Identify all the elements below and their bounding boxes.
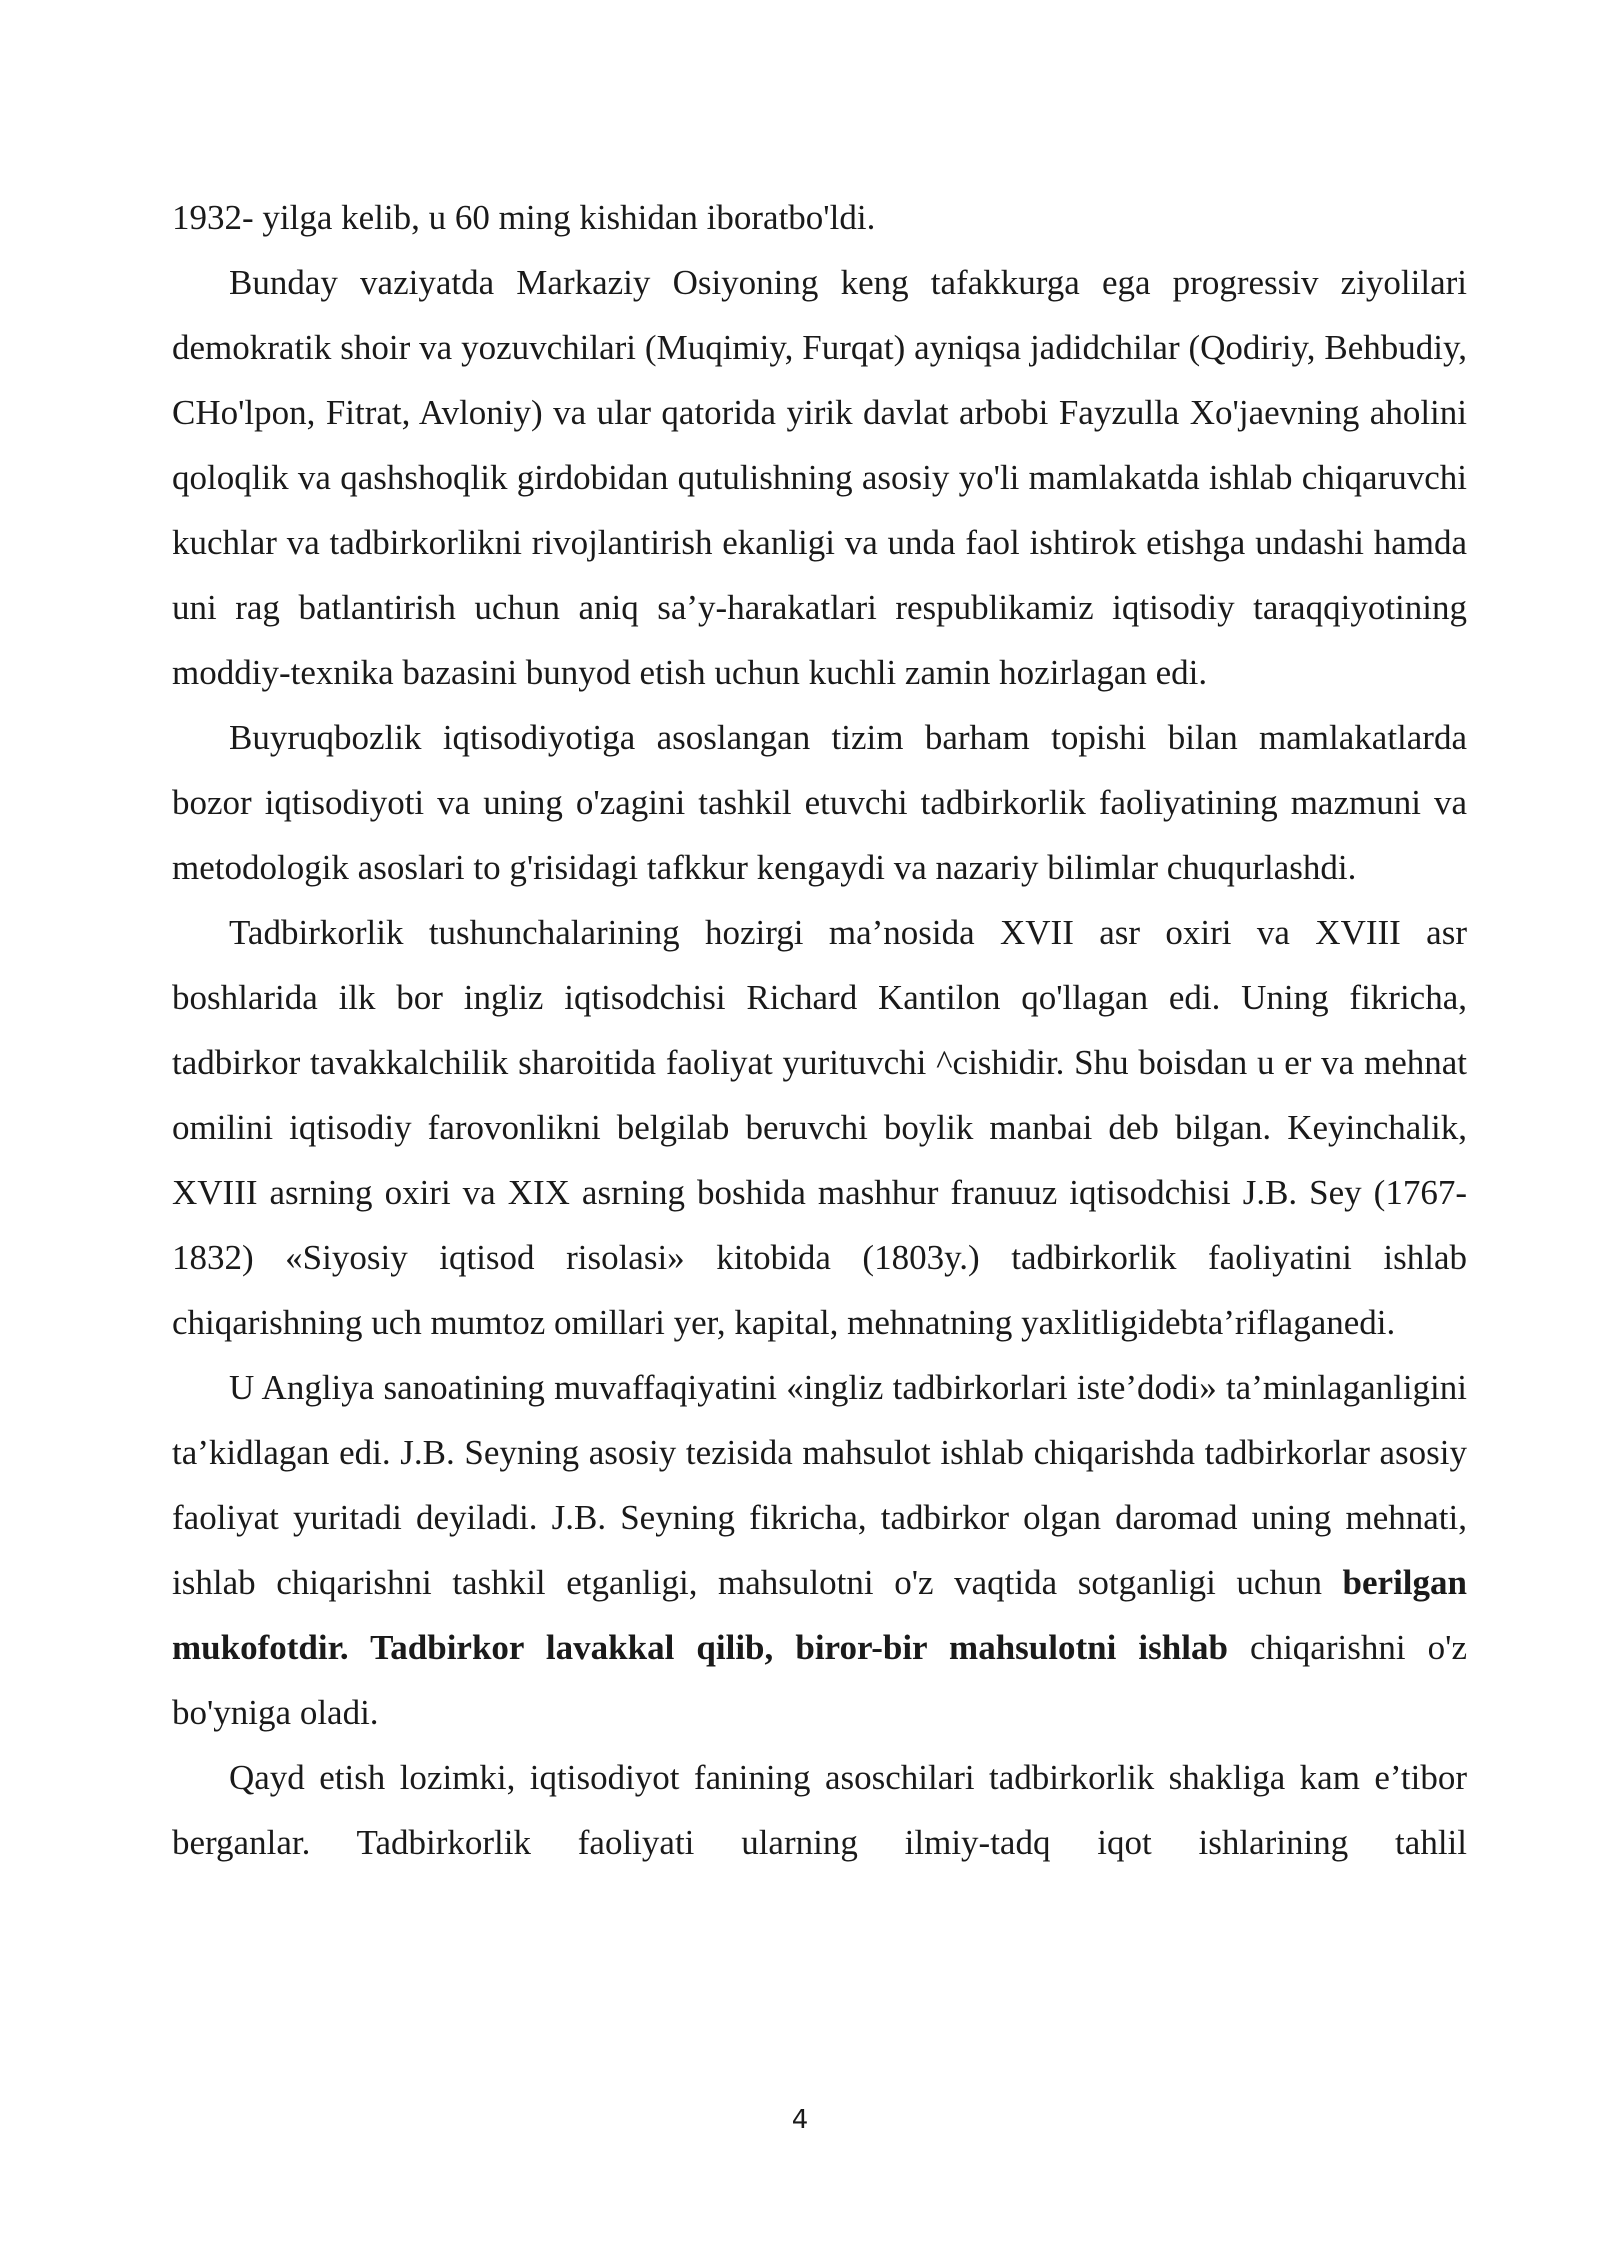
paragraph-6: Qayd etish lozimki, iqtisodiyot fanining asoschilari tadbirkorlik shakliga kam e’tibor berganlar. Tadbirkorlik faoliyati ularning ilmiy-tadq iqot ishlarining tahlil (172, 1758, 1467, 1862)
paragraph-1: 1932- yilga kelib, u 60 ming kishidan iboratbo'ldi. (172, 198, 876, 237)
document-body (172, 185, 1467, 1875)
paragraph-4: Tadbirkorlik tushunchalarining hozirgi ma’nosida XVII asr oxiri va XVIII asr boshlarida ilk bor ingliz iqtisodchisi Richard Kantilon qo'llagan edi. Uning fikricha, tadbirkor tavakkalchilik sharoitida faoliyat yurituvchi ^cishidir. Shu boisdan u er va mehnat omilini iqtisodiy farovonlikni belgilab beruvchi boylik manbai deb bilgan. Keyinchalik, XVIII asrning oxiri va XIX asrning boshida mashhur franuuz iqtisodchisi J.B. Sey (1767-1832) «Siyosiy iqtisod risolasi» kitobida (1803y.) tadbirkorlik faoliyatini ishlab chiqarishning uch mumtoz omillari yer, kapital, mehnatning yaxlitligidebta’riflaganedi. (172, 913, 1467, 1342)
page-number: 4 (791, 2105, 809, 2135)
paragraph-5-bold: berilgan mukofotdir. Tadbirkor lavakkal qilib, biror-bir mahsulotni ishlab (172, 1563, 1467, 1667)
paragraph-5 (172, 1355, 1467, 1745)
paragraph-3: Buyruqbozlik iqtisodiyotiga asoslangan tizim barham topishi bilan mamlakatlarda bozor iqtisodiyoti va uning o'zagini tashkil etuvchi tadbirkorlik faoliyatining mazmuni va metodologik asoslari to g'risidagi tafkkur kengaydi va nazariy bilimlar chuqurlashdi. (172, 718, 1467, 887)
paragraph-5-text-b: chiqarishni o'z bo'yniga oladi. (172, 1628, 1468, 1732)
paragraph-2: Bunday vaziyatda Markaziy Osiyoning keng tafakkurga ega progressiv ziyolilari demokratik shoir va yozuvchilari (Muqimiy, Furqat) ayniqsa jadidchilar (Qodiriy, Behbudiy, CHo'lpon, Fitrat, Avloniy) va ular qatorida yirik davlat arbobi Fayzulla Xo'jaevning aholini qoloqlik va qashshoqlik girdobidan qutulishning asosiy yo'li mamlakatda ishlab chiqaruvchi kuchlar va tadbirkorlikni rivojlantirish ekanligi va unda faol ishtirok etishga undashi hamda uni rag batlantirish uchun aniq sa’y-harakatlari respublikamiz iqtisodiy taraqqiyotining moddiy-texnika bazasini bunyod etish uchun kuchli zamin hozirlagan edi. (172, 263, 1467, 692)
paragraph-5-text-a: U Angliya sanoatining muvaffaqiyatini «ingliz tadbirkorlari iste’dodi» ta’minlaganligini ta’kidlagan edi. J.B. Seyning asosiy tezisida mahsulot ishlab chiqarishda tadbirkorlar asosiy faoliyat yuritadi deyiladi. J.B. Seyning fikricha, tadbirkor olgan daromad uning mehnati, ishlab chiqarishni tashkil etganligi, mahsulotni o'z vaqtida sotganligi uchun (172, 1368, 1467, 1602)
